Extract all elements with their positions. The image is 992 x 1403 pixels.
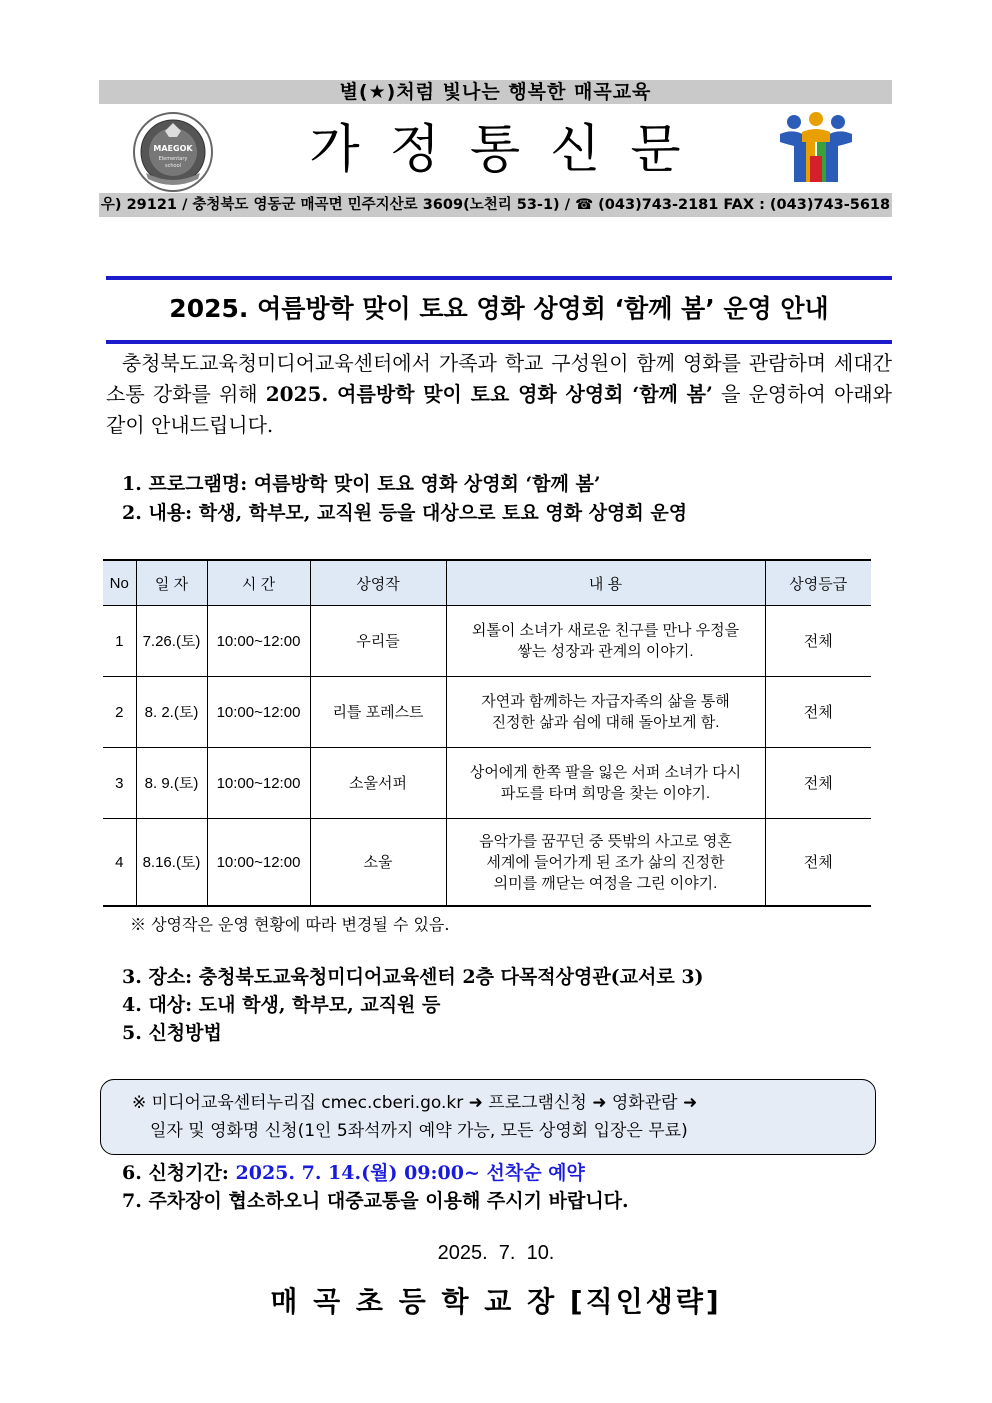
header-date: 일 자 [136, 560, 207, 606]
row-rating: 전체 [765, 748, 871, 819]
table-row [103, 748, 871, 819]
row-time: 10:00~12:00 [207, 606, 310, 677]
table-row [103, 677, 871, 748]
schedule-note: ※ 상영작은 운영 현황에 따라 변경될 수 있음. [130, 915, 450, 934]
row-date: 8. 2.(토) [136, 677, 207, 748]
item-content: 2. 내용: 학생, 학부모, 교직원 등을 대상으로 토요 영화 상영회 운영 [122, 502, 688, 524]
row-date: 8.16.(토) [136, 819, 207, 907]
intro-program-name: 2025. 여름방학 맞이 토요 영화 상영회 ‘함께 봄’ [265, 382, 713, 406]
schedule-table [103, 559, 871, 907]
row-date: 8. 9.(토) [136, 748, 207, 819]
header-film: 상영작 [310, 560, 446, 606]
row-film: 소울서퍼 [310, 748, 446, 819]
school-emblem-icon [132, 111, 214, 193]
issue-date: 2025. 7. 10. [437, 1242, 555, 1264]
item-program-name: 1. 프로그램명: 여름방학 맞이 토요 영화 상영회 ‘함께 봄’ [122, 473, 601, 495]
school-address: 우) 29121 / 충청북도 영동군 매곡면 민주지산로 3609(노천리 53-1) / ☎ (043)743-2181 FAX : (043)743-5618 [99, 193, 892, 217]
row-time: 10:00~12:00 [207, 677, 310, 748]
row-description: 음악가를 꿈꾸던 중 뜻밖의 사고로 영혼 세계에 들어가게 된 조가 삶의 진정한 의미를 깨닫는 여정을 그린 이야기. [446, 819, 765, 907]
row-film: 소울 [310, 819, 446, 907]
row-description: 외톨이 소녀가 새로운 친구를 만나 우정을 쌓는 성장과 관계의 이야기. [446, 606, 765, 677]
newsletter-title: 가정통신문 [309, 120, 711, 180]
item-application-period [122, 1159, 585, 1188]
title-top-rule [106, 276, 892, 280]
application-details: 일자 및 영화명 신청(1인 5좌석까지 예약 가능, 모든 상영회 입장은 무료) [150, 1121, 688, 1141]
header-content: 내 용 [446, 560, 765, 606]
item-how-to-apply: 5. 신청방법 [122, 1022, 222, 1044]
row-description: 자연과 함께하는 자급자족의 삶을 통해 진정한 삶과 쉼에 대해 돌아보게 함. [446, 677, 765, 748]
table-header-row [103, 560, 871, 606]
item-location: 3. 장소: 충청북도교육청미디어교육센터 2층 다목적상영관(교서로 3) [122, 966, 704, 988]
school-slogan: 별(★)처럼 빛나는 행복한 매곡교육 [99, 80, 892, 104]
row-time: 10:00~12:00 [207, 819, 310, 907]
application-steps: ※ 미디어교육센터누리집 cmec.cberi.go.kr ➜ 프로그램신청 ➜ 영화관람 ➜ [132, 1093, 698, 1113]
row-no: 1 [103, 606, 136, 677]
item-target: 4. 대상: 도내 학생, 학부모, 교직원 등 [122, 994, 441, 1016]
header-rating: 상영등급 [765, 560, 871, 606]
intro-paragraph [106, 348, 892, 441]
row-no: 2 [103, 677, 136, 748]
row-time: 10:00~12:00 [207, 748, 310, 819]
education-logo [776, 112, 856, 186]
intro-text-end: 을 운영하여 아래와 같이 안내드립니다. [106, 382, 892, 437]
education-office-logo-icon [776, 112, 856, 186]
row-no: 3 [103, 748, 136, 819]
title-bottom-rule [106, 340, 892, 344]
row-film: 우리들 [310, 606, 446, 677]
row-date: 7.26.(토) [136, 606, 207, 677]
svg-text:MAEGOK: MAEGOK [153, 144, 193, 153]
header-time: 시 간 [207, 560, 310, 606]
row-rating: 전체 [765, 606, 871, 677]
principal-signature: 매 곡 초 등 학 교 장 [직인생략] [270, 1285, 722, 1318]
period-label: 6. 신청기간: [122, 1162, 236, 1184]
row-film: 리틀 포레스트 [310, 677, 446, 748]
item-parking-notice: 7. 주차장이 협소하오니 대중교통을 이용해 주시기 바랍니다. [122, 1190, 629, 1212]
svg-text:Elementary: Elementary [158, 156, 188, 162]
school-logo [132, 111, 214, 193]
row-description: 상어에게 한쪽 팔을 잃은 서퍼 소녀가 다시 파도를 타며 희망을 찾는 이야기. [446, 748, 765, 819]
period-value: 2025. 7. 14.(월) 09:00~ 선착순 예약 [235, 1162, 585, 1184]
row-no: 4 [103, 819, 136, 907]
svg-text:school: school [164, 163, 182, 169]
table-row [103, 606, 871, 677]
document-title: 2025. 여름방학 맞이 토요 영화 상영회 ‘함께 봄’ 운영 안내 [169, 294, 829, 323]
table-row [103, 819, 871, 907]
row-rating: 전체 [765, 677, 871, 748]
row-rating: 전체 [765, 819, 871, 907]
intro-text: 충청북도교육청미디어교육센터에서 가족과 학교 구성원이 함께 영화를 관람하며 세대간 소통 강화를 위해 [106, 351, 892, 406]
header-no: No [103, 560, 136, 606]
